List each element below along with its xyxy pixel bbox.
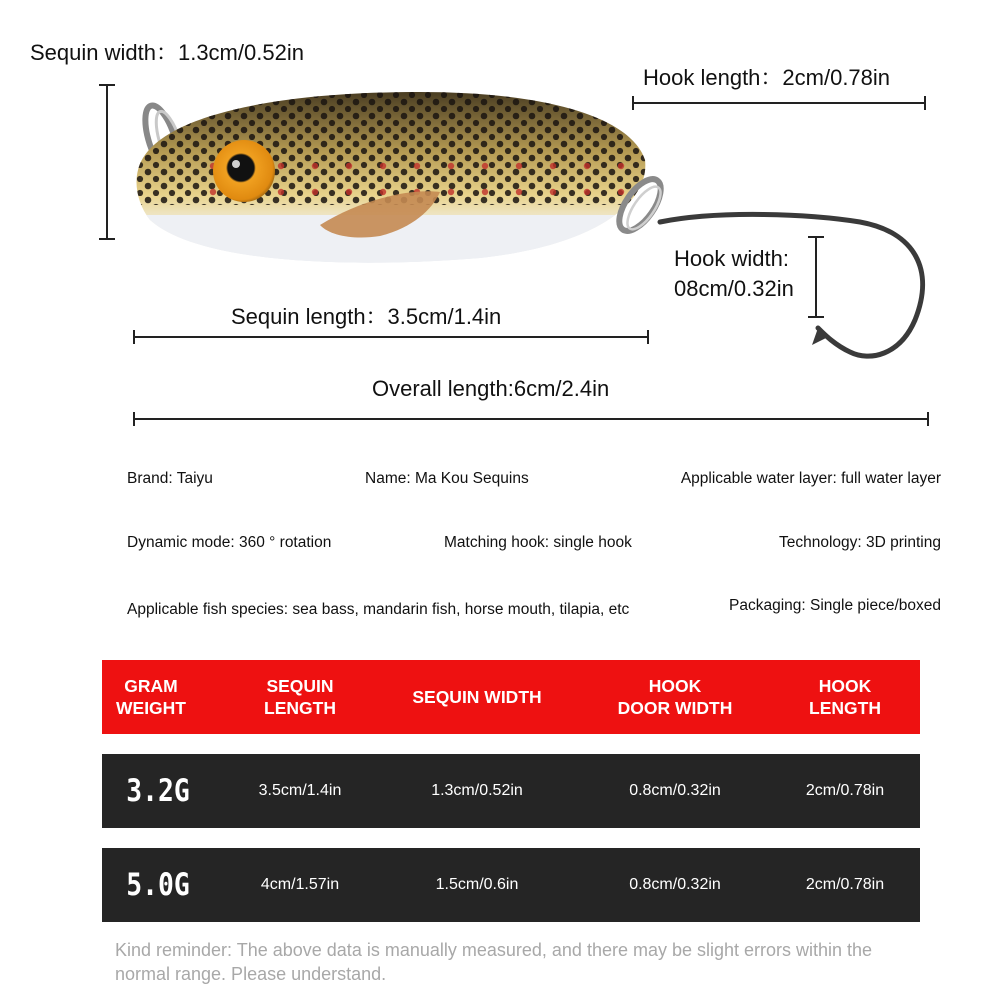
hook-length-tick-right — [924, 96, 926, 110]
cell-hook-length: 2cm/0.78in — [805, 782, 885, 799]
header-sequin-width: SEQUIN WIDTH — [412, 687, 542, 707]
hook-length-tick-left — [632, 96, 634, 110]
spec-packaging: Packaging: Single piece/boxed — [729, 597, 941, 614]
cell-sequin-length: 4cm/1.57in — [260, 876, 340, 893]
sequin-width-label: Sequin width：1.3cm/0.52in — [30, 40, 304, 65]
cell-gram-weight: 5.0G — [126, 867, 190, 903]
cell-hook-door-width: 0.8cm/0.32in — [629, 876, 721, 893]
table-row — [102, 754, 920, 828]
sequin-length-tick-left — [133, 330, 135, 344]
kind-reminder-text: Kind reminder: The above data is manually measured, and there may be slight errors within the normal range. Please understand. — [115, 940, 873, 984]
cell-gram-weight: 3.2G — [126, 773, 190, 809]
spec-dynamic-mode: Dynamic mode: 360 ° rotation — [127, 534, 332, 551]
table-header — [102, 660, 920, 734]
header-sequin-length: SEQUIN LENGTH — [264, 676, 336, 718]
sequin-length-label: Sequin length：3.5cm/1.4in — [231, 304, 502, 329]
overall-length-label: Overall length:6cm/2.4in — [372, 376, 610, 401]
spec-name: Name: Ma Kou Sequins — [365, 470, 529, 487]
hook-width-line — [815, 236, 817, 318]
cell-sequin-length: 3.5cm/1.4in — [258, 782, 342, 799]
cell-hook-length: 2cm/0.78in — [805, 876, 885, 893]
header-hook-door-width: HOOK DOOR WIDTH — [617, 676, 733, 718]
sequin-width-tick-top — [99, 84, 115, 86]
hook-width-label-1: Hook width: — [674, 246, 789, 271]
lure-body — [130, 85, 660, 275]
spec-matching-hook: Matching hook: single hook — [444, 534, 632, 551]
hook-length-label: Hook length：2cm/0.78in — [643, 65, 891, 90]
cell-hook-door-width: 0.8cm/0.32in — [629, 782, 721, 799]
hook-width-tick-top — [808, 236, 824, 238]
spec-water-layer: Applicable water layer: full water layer — [680, 470, 941, 487]
header-hook-length: HOOK LENGTH — [809, 676, 881, 718]
cell-sequin-width: 1.3cm/0.52in — [431, 782, 523, 799]
overall-length-line — [133, 418, 929, 420]
overall-length-tick-right — [927, 412, 929, 426]
sequin-width-tick-bottom — [99, 238, 115, 240]
header-gram-weight: GRAM WEIGHT — [116, 676, 186, 718]
spec-brand: Brand: Taiyu — [127, 470, 213, 487]
spec-fish-species: Applicable fish species: sea bass, mandarin fish, horse mouth, tilapia, etc — [127, 601, 630, 618]
overall-length-tick-left — [133, 412, 135, 426]
spec-technology: Technology: 3D printing — [779, 534, 941, 551]
sequin-length-line — [133, 336, 649, 338]
cell-sequin-width: 1.5cm/0.6in — [435, 876, 519, 893]
sequin-width-line — [106, 84, 108, 240]
table-row — [102, 848, 920, 922]
hook-length-line — [632, 102, 926, 104]
hook-width-tick-bottom — [808, 316, 824, 318]
sequin-length-tick-right — [647, 330, 649, 344]
hook-width-label-2: 08cm/0.32in — [674, 276, 794, 301]
